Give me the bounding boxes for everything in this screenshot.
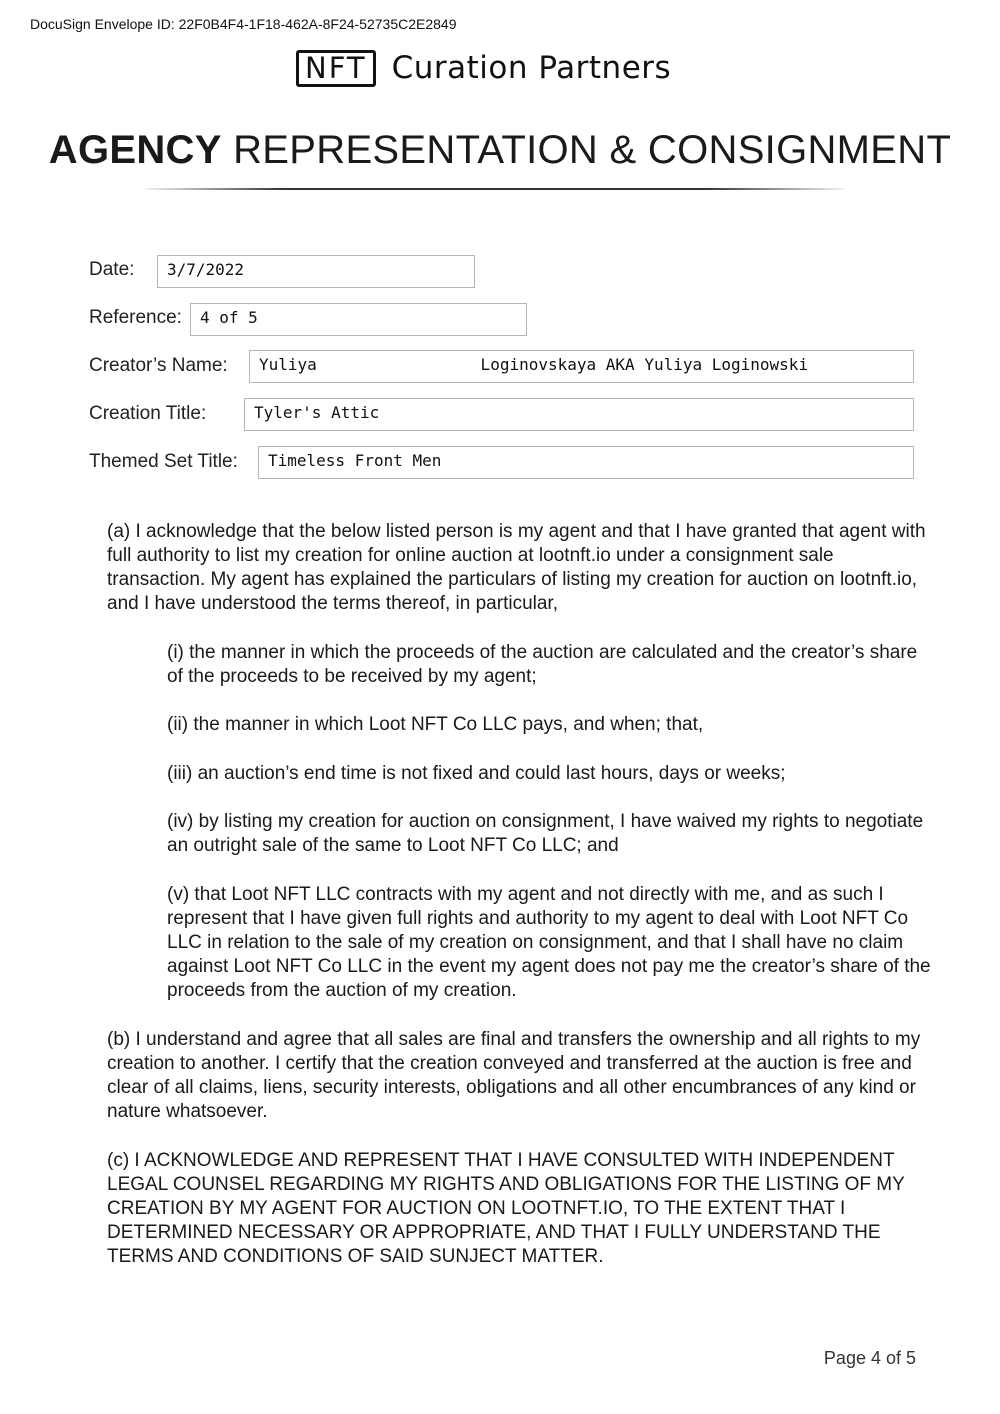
page-number: Page 4 of 5 [823, 1348, 916, 1368]
paragraph-c: (c) I ACKNOWLEDGE AND REPRESENT THAT I HAVE CONSULTED WITH INDEPENDENT LEGAL COUNSEL REGARDING MY RIGHTS AND OBLIGATIONS FOR THE LISTING OF MY CREATION BY MY AGENT FOR AUCTION ON LOOTNFT.IO, TO THE EXTENT THAT I DETERMINED NECESSARY OR APPROPRIATE, AND THAT I FULLY UNDERSTAND THE TERMS AND CONDITIONS OF SAID SUNJECT MATTER. [107, 1150, 905, 1267]
logo-nft-box: NFT [296, 50, 376, 87]
paragraph-i: (i) the manner in which the proceeds of the auction are calculated and the creator’s share of the proceeds to be received by my agent; [167, 642, 918, 687]
date-field[interactable]: 3/7/2022 [157, 255, 475, 288]
title-rest: REPRESENTATION & CONSIGNMENT [221, 128, 952, 172]
paragraph-ii: (ii) the manner in which Loot NFT Co LLC pays, and when; that, [167, 714, 704, 735]
themed-set-title-label: Themed Set Title: [89, 451, 238, 472]
paragraph-a: (a) I acknowledge that the below listed person is my agent and that I have granted that agent with full authority to list my creation for online auction at lootnft.io under a consignment sale transaction. My agent has explained the particulars of listing my creation for auction on lootnft.io, and I have understood the terms thereof, in particular, [107, 521, 926, 614]
envelope-id: DocuSign Envelope ID: 22F0B4F4-1F18-462A-8F24-52735C2E2849 [30, 16, 457, 32]
reference-field[interactable]: 4 of 5 [190, 303, 527, 336]
page-title [0, 128, 1000, 173]
paragraph-v: (v) that Loot NFT LLC contracts with my agent and not directly with me, and as such I represent that I have given full rights and authority to my agent to deal with Loot NFT Co LLC in relation to the sale of my creation on consignment, and that I shall have no claim against Loot NFT Co LLC in the event my agent does not pay me the creator’s share of the proceeds from the auction of my creation. [167, 884, 931, 1001]
title-bold: AGENCY [48, 128, 222, 172]
logo-text: Curation Partners [391, 50, 672, 86]
creator-name-field[interactable]: Yuliya Loginovskaya AKA Yuliya Loginowski [249, 350, 914, 383]
date-label: Date: [89, 259, 135, 280]
paragraph-iii: (iii) an auction’s end time is not fixed and could last hours, days or weeks; [167, 763, 786, 784]
paragraph-b: (b) I understand and agree that all sales are final and transfers the ownership and all rights to my creation to another. I certify that the creation conveyed and transferred at the auction is free and clear of all claims, liens, security interests, obligations and all other encumbrances of any kind or nature whatsoever. [107, 1029, 921, 1122]
creation-title-field[interactable]: Tyler's Attic [244, 398, 914, 431]
logo [296, 48, 671, 88]
paragraph-iv: (iv) by listing my creation for auction on consignment, I have waived my rights to negotiate an outright sale of the same to Loot NFT Co LLC; and [167, 811, 924, 856]
themed-set-title-field[interactable]: Timeless Front Men [258, 446, 914, 479]
creator-name-label: Creator’s Name: [89, 355, 228, 376]
title-divider [145, 188, 845, 190]
creation-title-label: Creation Title: [89, 403, 207, 424]
reference-label: Reference: [89, 307, 182, 328]
